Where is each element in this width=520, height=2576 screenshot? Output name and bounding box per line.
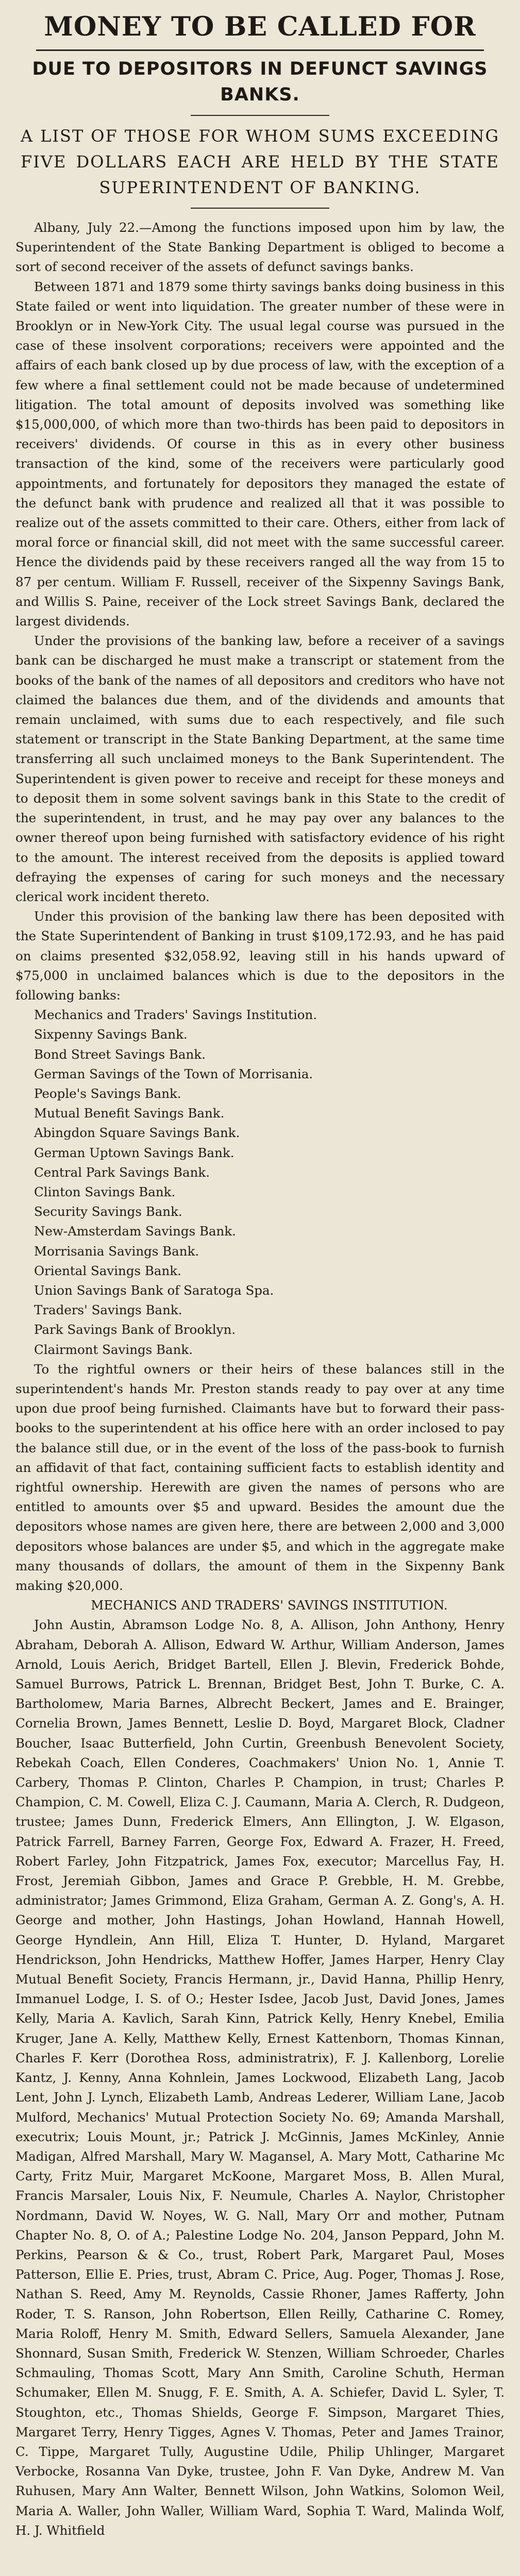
depositor-names-list: John Austin, Abramson Lodge No. 8, A. Allison, John Anthony, Henry Abraham, Deborah A. Allison, Edward W. Arthur, William Anderson, James Arnold, Louis Aerich, Bridget Bartell, Ellen J. Blevin, Frederick Bohde, Samuel Burrows, Patrick L. Brennan, Bridget Best, John T. Burke, C. A. Bartholomew, Maria Barnes, Albrecht Beckert, James and E. Brainger, Cornelia Brown, James Bennett, Leslie D. Boyd, Margaret Block, Cladner Boucher, Isaac Butterfield, John Curtin, Greenbush Benevolent Society, Rebekah Coach, Ellen Conderes, Coachmakers' Union No. 1, Annie T. Carbery, Thomas P. Clinton, Charles P. Champion, in trust; Charles P. Champion, C. M. Cowell, Eliza C. J. Caumann, Maria A. Clerch, R. Dudgeon, trustee; James Dunn, Frederick Elmers, Ann Ellington, J. W. Elgason, Patrick Farrell, Barney Farren, George Fox, Edward A. Frazer, H. Freed, Robert Farley, John Fitzpatrick, James Fox, executor; Marcellus Fay, H. Frost, Jeremiah Gibbon, James and Grace P. Grebble, H. M. Grebbe, administrator; James Grimmond, Eliza Graham, German A. Z. Gong's, A. H. George and mother, John Hastings, Johan Howland, Hannah Howell, George Hyndlein, Ann Hill, Eliza T. Hunter, D. Hyland, Margaret Hendrickson, John Hendricks, Matthew Hoffer, James Harper, Henry Clay Mutual Benefit Society, Francis Hermann, jr., David Hanna, Phillip Henry, Immanuel Lodge, I. S. of O.; Hester Isdee, Jacob Just, David Jones, James Kelly, Maria A. Kavlich, Sarah Kinn, Patrick Kelly, Henry Knebel, Emilia Kruger, Jane A. Kelly, Matthew Kelly, Ernest Kattenborn, Thomas Kinnan, Charles F. Kerr (Dorothea Ross, administratrix), F. J. Kallenborg, Lorelie Kantz, J. Kenny, Anna Kohnlein, James Lockwood, Elizabeth Lang, Jacob Lent, John J. Lynch, Elizabeth Lamb, Andreas Lederer, William Lane, Jacob Mulford, Mechanics' Mutual Protection Society No. 69; Amanda Marshall, executrix; Louis Mount, jr.; Patrick J. McGinnis, James McKinley, Annie Madigan, Alfred Marshall, Mary W. Magansel, A. Mary Mott, Catharine Mc Carty, Fritz Muir, Margaret McKoone, Margaret Moss, B. Allen Mural, Francis Marsaler, Louis Nix, F. Neumule, Charles A. Naylor, Christopher Nordmann, David W. Noyes, W. G. Nall, Mary Orr and mother, Putnam Chapter No. 8, O. of A.; Palestine Lodge No. 204, Janson Peppard, John M. Perkins, Pearson & & Co., trust, Robert Park, Margaret Paul, Moses Patterson, Ellie E. Pries, trust, Abram C. Price, Aug. Poger, Thomas J. Rose, Nathan S. Reed, Amy M. Reynolds, Cassie Rhoner, James Rafferty, John Roder, T. S. Ranson, John Robertson, Ellen Reilly, Catharine C. Romey, Maria Roloff, Henry M. Smith, Edward Sellers, Samuela Alexander, Jane Shonnard, Susan Smith, Frederick W. Stenzen, William Schroeder, Charles Schmauling, Thomas Scott, Mary Ann Smith, Caroline Schuth, Herman Schumaker, Ellen M. Snugg, F. E. Smith, A. A. Schiefer, David L. Syler, T. Stoughton, etc., Thomas Shields, George F. Simpson, Margaret Thies, Margaret Terry, Henry Tigges, Agnes V. Thomas, Peter and James Trainor, C. Tippe, Margaret Tully, Augustine Udile, Philip Uhlinger, Margaret Verbocke, Rosanna Van Dyke, trustee, John F. Van Dyke, Andrew M. Van Ruhusen, Mary Ann Walter, Bennett Wilson, John Watkins, Solomon Weil, Maria A. Waller, John Waller, William Ward, Sophia T. Ward, Malinda Wolf, H. J. Whitfield bbox=[15, 1617, 505, 2538]
bank-item: Abingdon Square Savings Bank. bbox=[34, 1125, 240, 1141]
bank-item: Sixpenny Savings Bank. bbox=[34, 1027, 188, 1042]
bank-item: Clinton Savings Bank. bbox=[34, 1184, 176, 1199]
paragraph-intro: Albany, July 22.—Among the functions imposed upon him by law, the Superintendent of the State Banking Department is obliged to become a sort of second receiver of the assets of defunct savings banks. bbox=[15, 220, 505, 275]
bank-item: Central Park Savings Bank. bbox=[34, 1164, 210, 1180]
bank-item: New-Amsterdam Savings Bank. bbox=[34, 1224, 236, 1239]
rule-top bbox=[36, 49, 484, 51]
section-heading: MECHANICS AND TRADERS' SAVINGS INSTITUTION. bbox=[91, 1598, 448, 1613]
bank-item: Clairmont Savings Bank. bbox=[34, 1342, 193, 1357]
bank-item: People's Savings Bank. bbox=[34, 1086, 181, 1101]
rule-subdeck bbox=[191, 208, 329, 209]
bank-item: German Savings of the Town of Morrisania. bbox=[34, 1066, 313, 1081]
headline: MONEY TO BE CALLED FOR bbox=[44, 11, 476, 42]
bank-item: Traders' Savings Bank. bbox=[34, 1302, 182, 1318]
rule-deck bbox=[191, 115, 329, 116]
bank-item: Mutual Benefit Savings Bank. bbox=[34, 1106, 225, 1121]
bank-item: Union Savings Bank of Saratoga Spa. bbox=[34, 1282, 274, 1298]
bank-item: Mechanics and Traders' Savings Institution. bbox=[34, 1007, 317, 1023]
deck: DUE TO DEPOSITORS IN DEFUNCT SAVINGS BANKS. bbox=[32, 59, 488, 105]
bank-list bbox=[15, 1005, 505, 1360]
paragraph-procedure: Under the provisions of the banking law, before a receiver of a savings bank can be discharged he must make a transcript or statement from the books of the bank of the names of all depositors and creditors who have not claimed the balances due them, and of the dividends and amounts that remain unclaimed, with sums due to each respectively, and file such statement or transcript in the State Banking Department, at the same time transferring all such unclaimed moneys to the Bank Superintendent. The Superintendent is given power to receive and receipt for these moneys and to deposit them in some solvent savings bank in this State to the credit of the superintendent, in trust, and he may pay over any balances to the owner thereof upon being furnished with satisfactory evidence of his right to the amount. The interest received from the deposits is applied toward defraying the expenses of caring for such moneys and the necessary clerical work incident thereto. bbox=[15, 633, 505, 904]
paragraph-history: Between 1871 and 1879 some thirty savings banks doing business in this State failed or went into liquidation. The greater number of these were in Brooklyn or in New-York City. The usual legal course was pursued in the case of these insolvent corporations; receivers were appointed and the affairs of each bank closed up by due process of law, with the exception of a few where a final settlement could not be made because of undetermined litigation. The total amount of deposits involved was something like $15,000,000, of which more than two-thirds has been paid to depositors in receivers' dividends. Of course in this as in every other business transaction of the kind, some of the receivers were particularly good appointments, and fortunately for depositors they managed the estate of the defunct bank with prudence and realized all that it was possible to realize out of the assets committed to their care. Others, either from lack of moral force or financial skill, did not meet with the same successful career. Hence the dividends paid by these receivers ranged all the way from 15 to 87 per centum. William F. Russell, receiver of the Sixpenny Savings Bank, and Willis S. Paine, receiver of the Lock street Savings Bank, declared the largest dividends. bbox=[15, 279, 505, 629]
paragraph-claims: To the rightful owners or their heirs of these balances still in the superintendent's hands Mr. Preston stands ready to pay over at any time upon due proof being furnished. Claimants have but to forward their pass-books to the superintendent at his office here with an order inclosed to pay the balance still due, or in the event of the loss of the pass-book to furnish an affidavit of that fact, containing sufficient facts to establish identity and rightful ownership. Herewith are given the names of persons who are entitled to amounts over $5 and upward. Besides the amount due the depositors whose names are given here, there are between 2,000 and 3,000 depositors whose balances are under $5, and which in the aggregate make many thousands of dollars, the amount of them in the Sixpenny Bank making $20,000. bbox=[15, 1361, 505, 1594]
article-body bbox=[15, 218, 505, 2540]
bank-item: German Uptown Savings Bank. bbox=[34, 1145, 234, 1160]
bank-item: Security Savings Bank. bbox=[34, 1204, 182, 1219]
bank-item: Bond Street Savings Bank. bbox=[34, 1046, 206, 1062]
bank-item: Oriental Savings Bank. bbox=[34, 1263, 181, 1278]
bank-item: Morrisania Savings Bank. bbox=[34, 1243, 199, 1259]
bank-item: Park Savings Bank of Brooklyn. bbox=[34, 1322, 236, 1337]
subdeck: A LIST OF THOSE FOR WHOM SUMS EXCEEDING FIVE DOLLARS EACH ARE HELD BY THE STATE SUPERINTENDENT OF BANKING. bbox=[21, 126, 499, 197]
paragraph-amounts: Under this provision of the banking law there has been deposited with the State Superintendent of Banking in trust $109,172.93, and he has paid on claims presented $32,058.92, leaving still in his hands upward of $75,000 in unclaimed balances which is due to the depositors in the following banks: bbox=[15, 909, 505, 1003]
